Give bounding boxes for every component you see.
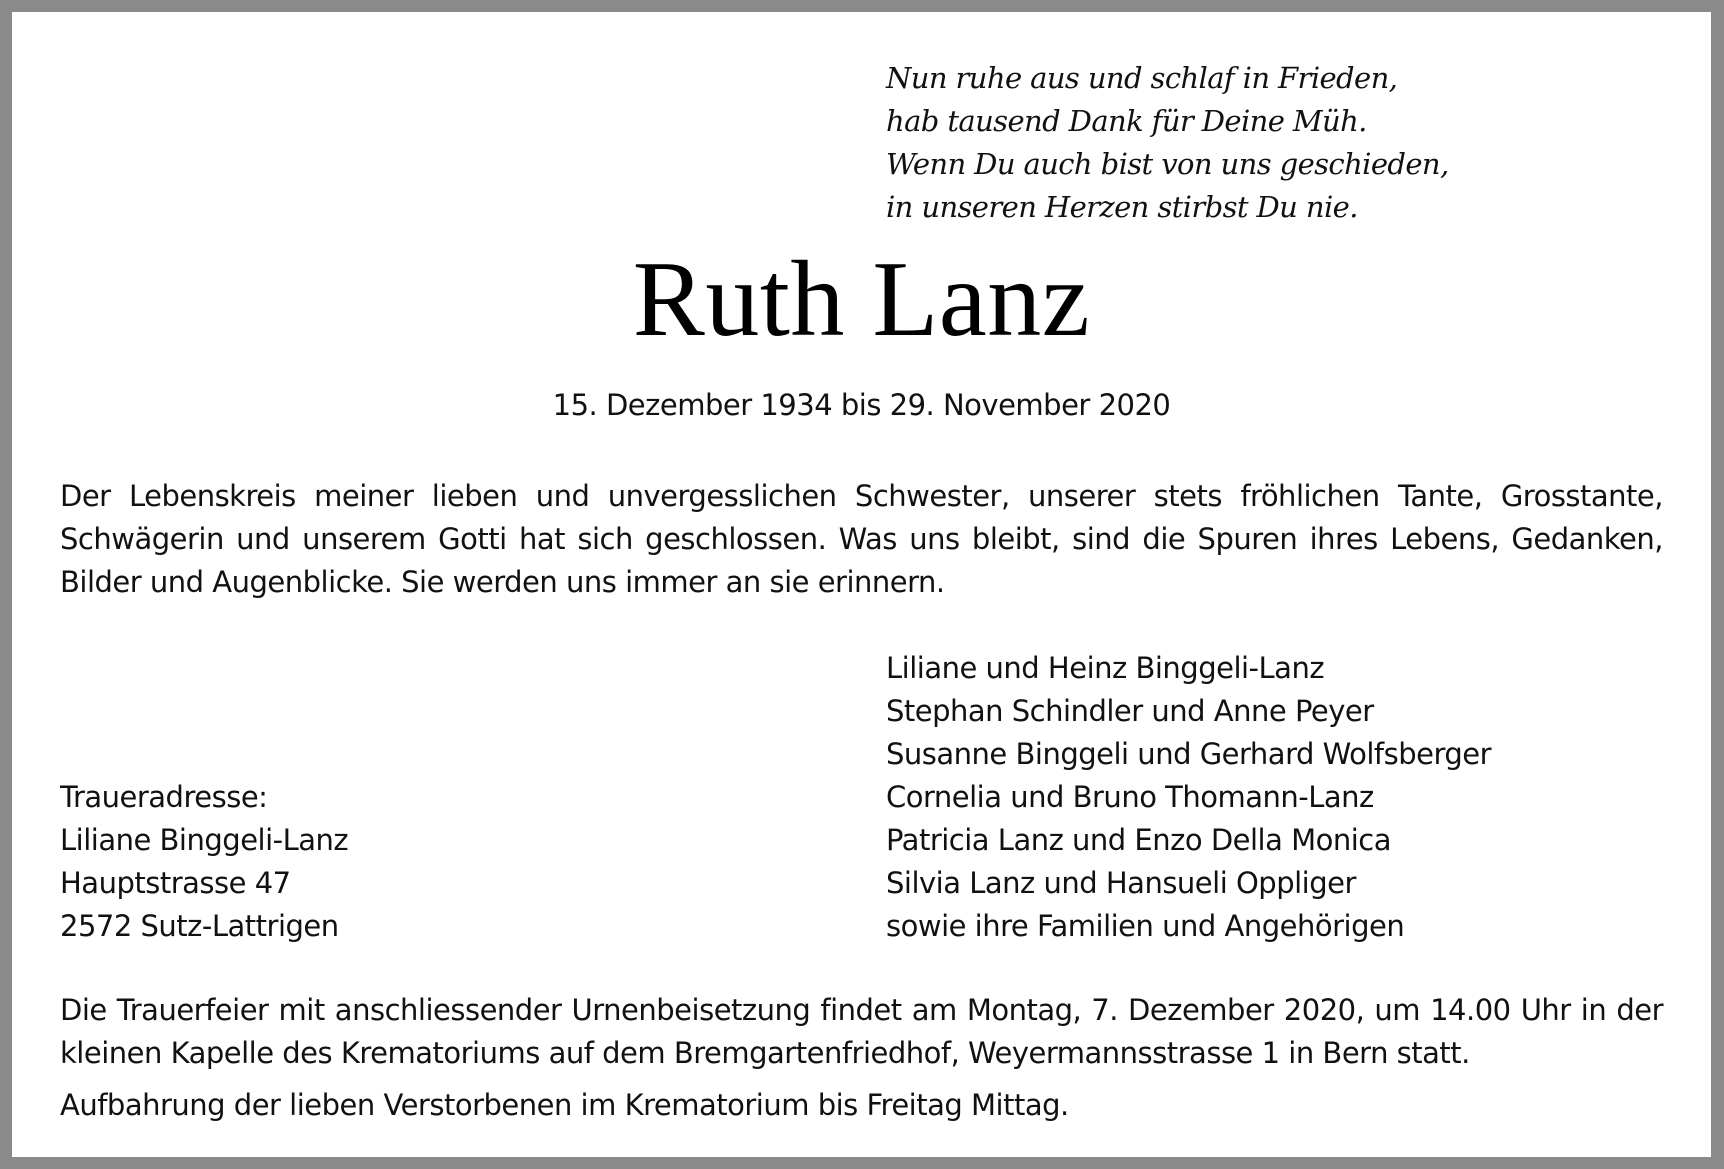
ceremony-paragraph: Die Trauerfeier mit anschliessender Urnenbeisetzung findet am Montag, 7. Dezember 2020, um 14.00 Uhr in der kleinen Kapelle des Krematoriums auf dem Bremgartenfriedhof, Weyermannsstrasse 1 in Bern statt. bbox=[60, 993, 1663, 1070]
verse-line: Wenn Du auch bist von uns geschieden, bbox=[886, 147, 1449, 181]
intro-paragraph: Der Lebenskreis meiner lieben und unvergesslichen Schwester, unserer stets fröhlichen Tante, Grosstante, Schwägerin und unserem Gotti hat sich geschlossen. Was uns bleibt, sind die Spuren ihres Lebens, Gedanken, Bilder und Augenblicke. Sie werden uns immer an sie erinnern. bbox=[60, 479, 1663, 599]
address-line: Liliane Binggeli-Lanz bbox=[60, 823, 349, 857]
mourner-line: Susanne Binggeli und Gerhard Wolfsberger bbox=[886, 737, 1492, 771]
mourner-line: Patricia Lanz und Enzo Della Monica bbox=[886, 823, 1392, 857]
mourner-line: Cornelia und Bruno Thomann-Lanz bbox=[886, 780, 1374, 814]
verse-line: hab tausend Dank für Deine Müh. bbox=[886, 104, 1367, 138]
life-dates: 15. Dezember 1934 bis 29. November 2020 bbox=[552, 388, 1171, 422]
verse-line: in unseren Herzen stirbst Du nie. bbox=[886, 190, 1358, 224]
verse-line: Nun ruhe aus und schlaf in Frieden, bbox=[886, 61, 1398, 95]
address-line: 2572 Sutz-Lattrigen bbox=[60, 909, 339, 943]
address-heading: Traueradresse: bbox=[60, 780, 268, 814]
obituary-notice bbox=[12, 12, 1711, 1157]
deceased-name: Ruth Lanz bbox=[632, 240, 1091, 359]
mourner-line: Stephan Schindler und Anne Peyer bbox=[886, 694, 1374, 728]
viewing-paragraph: Aufbahrung der lieben Verstorbenen im Krematorium bis Freitag Mittag. bbox=[60, 1088, 1069, 1122]
mourning-address bbox=[60, 776, 348, 948]
mourner-line: Silvia Lanz und Hansueli Oppliger bbox=[886, 866, 1356, 900]
memorial-verse bbox=[886, 57, 1449, 229]
address-line: Hauptstrasse 47 bbox=[60, 866, 291, 900]
mourner-line: Liliane und Heinz Binggeli-Lanz bbox=[886, 651, 1325, 685]
mourner-line: sowie ihre Familien und Angehörigen bbox=[886, 909, 1405, 943]
mourners-list bbox=[886, 647, 1491, 948]
